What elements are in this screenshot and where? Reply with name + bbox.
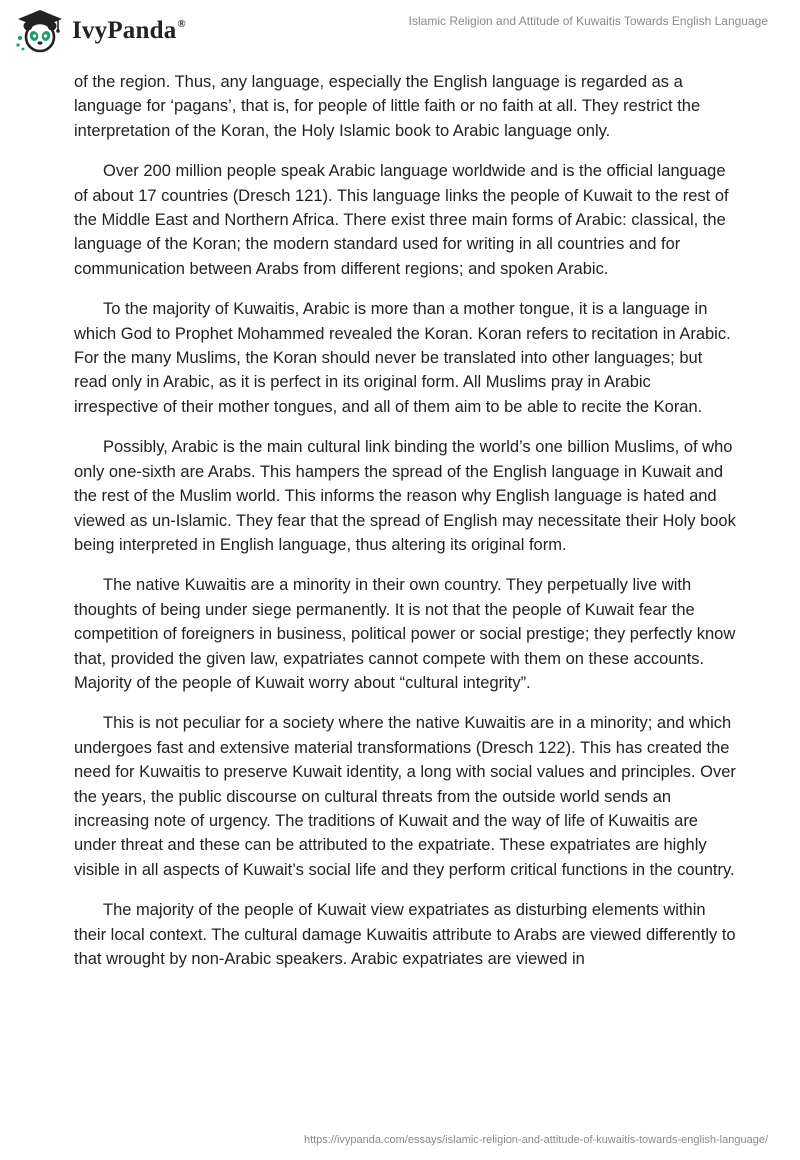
document-title: Islamic Religion and Attitude of Kuwaitis Towards English Language bbox=[408, 14, 768, 28]
paragraph: To the majority of Kuwaitis, Arabic is more than a mother tongue, it is a language in which God to Prophet Mohammed revealed the Koran. Koran refers to recitation in Arabic. For the many Muslims, the Koran should never be translated into other languages; but read only in Arabic, as it is perfect in its original form. All Muslims pray in Arabic irrespective of their mother tongues, and all of them aim to be able to recite the Koran. bbox=[74, 300, 731, 416]
source-url[interactable]: https://ivypanda.com/essays/islamic-religion-and-attitude-of-kuwaitis-towards-english-language/ bbox=[303, 1134, 768, 1146]
page-header bbox=[0, 0, 800, 66]
trademark-symbol: ® bbox=[177, 18, 186, 30]
brand-name[interactable] bbox=[72, 17, 186, 45]
paragraph: of the region. Thus, any language, especially the English language is regarded as a language for ‘pagans’, that is, for people of little faith or no faith at all. They restrict the interpretation of the Koran, the Holy Islamic book to Arabic language only. bbox=[74, 73, 701, 140]
paragraph: This is not peculiar for a society where the native Kuwaitis are in a minority; and which undergoes fast and extensive material transformations (Dresch 122). This has created the need for Kuwaitis to preserve Kuwait identity, a long with social values and principles. Over the years, the public discourse on cultural threats from the outside world sends an increasing note of urgency. The traditions of Kuwait and the way of life of Kuwaitis are under threat and these can be attributed to the expatriate. These expatriates are highly visible in all aspects of Kuwait’s social life and they perform critical functions in the country. bbox=[74, 714, 736, 879]
ivypanda-logo-icon[interactable] bbox=[14, 8, 66, 54]
paragraph: The native Kuwaitis are a minority in their own country. They perpetually live with thoughts of being under siege permanently. It is not that the people of Kuwait fear the competition of foreigners in business, political power or social prestige; they perfectly know that, provided the given law, expatriates cannot compete with them on these accounts. Majority of the people of Kuwait worry about “cultural integrity”. bbox=[74, 576, 736, 692]
essay-body bbox=[74, 70, 736, 987]
paragraph: Possibly, Arabic is the main cultural link binding the world’s one billion Muslims, of who only one-sixth are Arabs. This hampers the spread of the English language in Kuwait and the rest of the Muslim world. This informs the reason why English language is hated and viewed as un-Islamic. They fear that the spread of English may necessitate their Holy book being interpreted in English language, thus altering its original form. bbox=[74, 438, 736, 554]
paragraph: Over 200 million people speak Arabic language worldwide and is the official language of about 17 countries (Dresch 121). This language links the people of Kuwait to the rest of the Middle East and Northern Africa. There exist three main forms of Arabic: classical, the language of the Koran; the modern standard used for writing in all countries and for communication between Arabs from different regions; and spoken Arabic. bbox=[74, 162, 729, 278]
paragraph: The majority of the people of Kuwait view expatriates as disturbing elements within their local context. The cultural damage Kuwaitis attribute to Arabs are viewed differently to that wrought by non-Arabic speakers. Arabic expatriates are viewed in bbox=[74, 901, 736, 968]
brand-text: IvyPanda bbox=[72, 17, 177, 44]
